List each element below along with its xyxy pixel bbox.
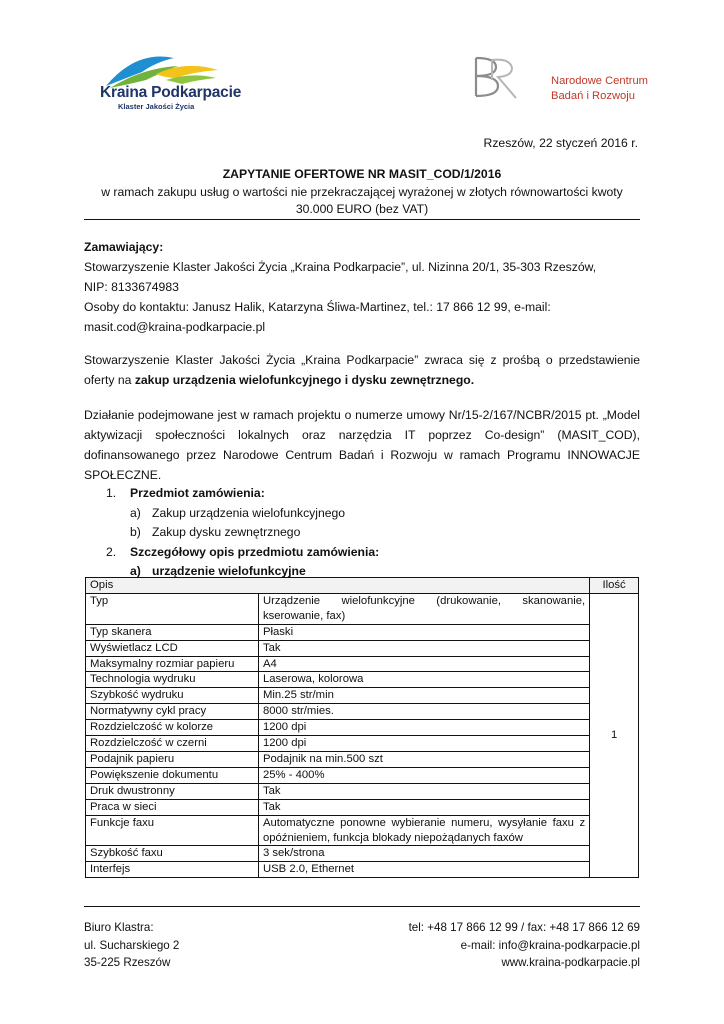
spec-name: Podajnik papieru bbox=[86, 751, 259, 767]
spec-value: Płaski bbox=[258, 624, 589, 640]
table-row bbox=[86, 751, 639, 767]
ordering-party-section bbox=[84, 237, 640, 337]
list-label: Szczegółowy opis przedmiotu zamówienia: bbox=[130, 544, 380, 559]
document-date: Rzeszów, 22 styczeń 2016 r. bbox=[483, 136, 638, 150]
spec-value: Min.25 str/min bbox=[258, 688, 589, 704]
spec-value: 8000 str/mies. bbox=[258, 704, 589, 720]
footer-city: 35-225 Rzeszów bbox=[84, 956, 171, 969]
spec-name: Technologia wydruku bbox=[86, 672, 259, 688]
table-row bbox=[86, 862, 639, 878]
list-number: 1. bbox=[106, 486, 117, 500]
table-row bbox=[86, 640, 639, 656]
document-subtitle-line2: 30.000 EURO (bez VAT) bbox=[295, 201, 429, 216]
table-row bbox=[86, 799, 639, 815]
ncbr-logo-mark bbox=[470, 54, 530, 100]
order-list bbox=[84, 484, 640, 582]
list-label: Przedmiot zamówienia: bbox=[130, 486, 265, 500]
spec-name: Praca w sieci bbox=[86, 799, 259, 815]
table-row bbox=[86, 815, 639, 846]
list-number: 2. bbox=[106, 544, 117, 559]
spec-value: Urządzenie wielofunkcyjne (drukowanie, skanowanie, kserowanie, fax) bbox=[258, 593, 589, 624]
footer-office-label: Biuro Klastra: bbox=[84, 921, 154, 934]
kraina-podkarpacie-logo-subtitle: Klaster Jakości Życia bbox=[118, 102, 195, 111]
list-item bbox=[84, 504, 640, 524]
spec-value: Laserowa, kolorowa bbox=[258, 672, 589, 688]
list-text: Zakup urządzenia wielofunkcyjnego bbox=[152, 505, 346, 520]
footer-phone: tel: +48 17 866 12 99 / fax: +48 17 866 12 69 bbox=[408, 921, 640, 934]
table-header-row bbox=[86, 578, 639, 594]
request-paragraph bbox=[84, 350, 640, 390]
ordering-party-nip: NIP: 8133674983 bbox=[84, 280, 179, 294]
ordering-party-address: Stowarzyszenie Klaster Jakości Życia „Kraina Podkarpacie”, ul. Nizinna 20/1, 35-303 Rzeszów, bbox=[84, 260, 597, 274]
spec-value: 1200 dpi bbox=[258, 736, 589, 752]
table-row bbox=[86, 767, 639, 783]
document-subtitle bbox=[84, 184, 640, 217]
spec-name: Szybkość wydruku bbox=[86, 688, 259, 704]
request-subject: zakup urządzenia wielofunkcyjnego i dysku zewnętrznego. bbox=[134, 373, 475, 387]
table-row bbox=[86, 846, 639, 862]
quantity-cell: 1 bbox=[590, 593, 639, 877]
list-item bbox=[84, 523, 640, 543]
spec-value: 25% - 400% bbox=[258, 767, 589, 783]
header-ilosc: Ilość bbox=[590, 578, 639, 594]
project-paragraph: Działanie podejmowane jest w ramach projektu o numerze umowy Nr/15-2/167/NCBR/2015 pt. „Model aktywizacji społeczności lokalnych oraz narzędzia IT poprzez Co-design” (MASIT_COD), dofinansowanego przez Narodowe Centrum Badań i Rozwoju w ramach Programu INNOWACJE SPOŁECZNE. bbox=[84, 408, 640, 482]
footer-email: e-mail: info@kraina-podkarpacie.pl bbox=[460, 938, 640, 952]
spec-value: 3 sek/strona bbox=[258, 846, 589, 862]
spec-name: Normatywny cykl pracy bbox=[86, 704, 259, 720]
table-row bbox=[86, 624, 639, 640]
spec-name: Typ skanera bbox=[86, 624, 259, 640]
ordering-party-label: Zamawiający: bbox=[84, 240, 164, 254]
spec-name: Powiększenie dokumentu bbox=[86, 767, 259, 783]
spec-value: Tak bbox=[258, 640, 589, 656]
list-letter: a) bbox=[130, 564, 141, 578]
spec-name: Druk dwustronny bbox=[86, 783, 259, 799]
footer-divider bbox=[84, 906, 640, 907]
table-row bbox=[86, 720, 639, 736]
table-row bbox=[86, 736, 639, 752]
title-divider bbox=[84, 219, 640, 220]
spec-value: 1200 dpi bbox=[258, 720, 589, 736]
spec-name: Rozdzielczość w kolorze bbox=[86, 720, 259, 736]
list-text: Zakup dysku zewnętrznego bbox=[152, 525, 301, 539]
table-row bbox=[86, 593, 639, 624]
spec-name: Maksymalny rozmiar papieru bbox=[86, 656, 259, 672]
document-subtitle-line1: w ramach zakupu usług o wartości nie przekraczającej wyrażonej w złotych równowartości kwoty bbox=[101, 185, 623, 199]
list-item bbox=[84, 484, 640, 504]
ncbr-logo-line1: Narodowe Centrum bbox=[551, 75, 649, 87]
footer-street: ul. Sucharskiego 2 bbox=[84, 938, 180, 952]
ncbr-logo-text bbox=[551, 74, 648, 104]
spec-name: Funkcje faxu bbox=[86, 815, 259, 846]
table-row bbox=[86, 656, 639, 672]
list-letter: b) bbox=[130, 525, 141, 539]
spec-value: Tak bbox=[258, 783, 589, 799]
ncbr-logo-line2: Badań i Rozwoju bbox=[551, 90, 635, 102]
footer-address bbox=[84, 919, 179, 972]
spec-value: Podajnik na min.500 szt bbox=[258, 751, 589, 767]
document-title: ZAPYTANIE OFERTOWE NR MASIT_COD/1/2016 bbox=[222, 167, 502, 181]
spec-name: Typ bbox=[86, 593, 259, 624]
table-row bbox=[86, 672, 639, 688]
table-row bbox=[86, 783, 639, 799]
spec-name: Szybkość faxu bbox=[86, 846, 259, 862]
header-opis: Opis bbox=[86, 578, 590, 594]
spec-value: Tak bbox=[258, 799, 589, 815]
spec-value: USB 2.0, Ethernet bbox=[258, 862, 589, 878]
footer-website: www.kraina-podkarpacie.pl bbox=[501, 956, 640, 969]
table-row bbox=[86, 704, 639, 720]
footer-contact bbox=[409, 919, 640, 972]
spec-name: Wyświetlacz LCD bbox=[86, 640, 259, 656]
table-row bbox=[86, 688, 639, 704]
list-item bbox=[84, 543, 640, 563]
ordering-party-email: masit.cod@kraina-podkarpacie.pl bbox=[84, 320, 266, 334]
spec-table bbox=[85, 577, 639, 878]
list-letter: a) bbox=[130, 505, 141, 520]
kraina-podkarpacie-logo-title: Kraina Podkarpacie bbox=[100, 84, 242, 101]
ordering-party-contacts: Osoby do kontaktu: Janusz Halik, Katarzyna Śliwa-Martinez, tel.: 17 866 12 99, e-mail: bbox=[84, 300, 551, 314]
spec-value: Automatyczne ponowne wybieranie numeru, wysyłanie faxu z opóźnieniem, funkcja blokady niepożądanych faxów bbox=[258, 815, 589, 846]
spec-value: A4 bbox=[258, 656, 589, 672]
spec-name: Rozdzielczość w czerni bbox=[86, 736, 259, 752]
list-text: urządzenie wielofunkcyjne bbox=[152, 564, 306, 578]
request-text: Stowarzyszenie Klaster Jakości Życia „Kraina Podkarpacie” zwraca się z prośbą o przedstawienie oferty na bbox=[84, 353, 640, 387]
spec-name: Interfejs bbox=[86, 862, 259, 878]
